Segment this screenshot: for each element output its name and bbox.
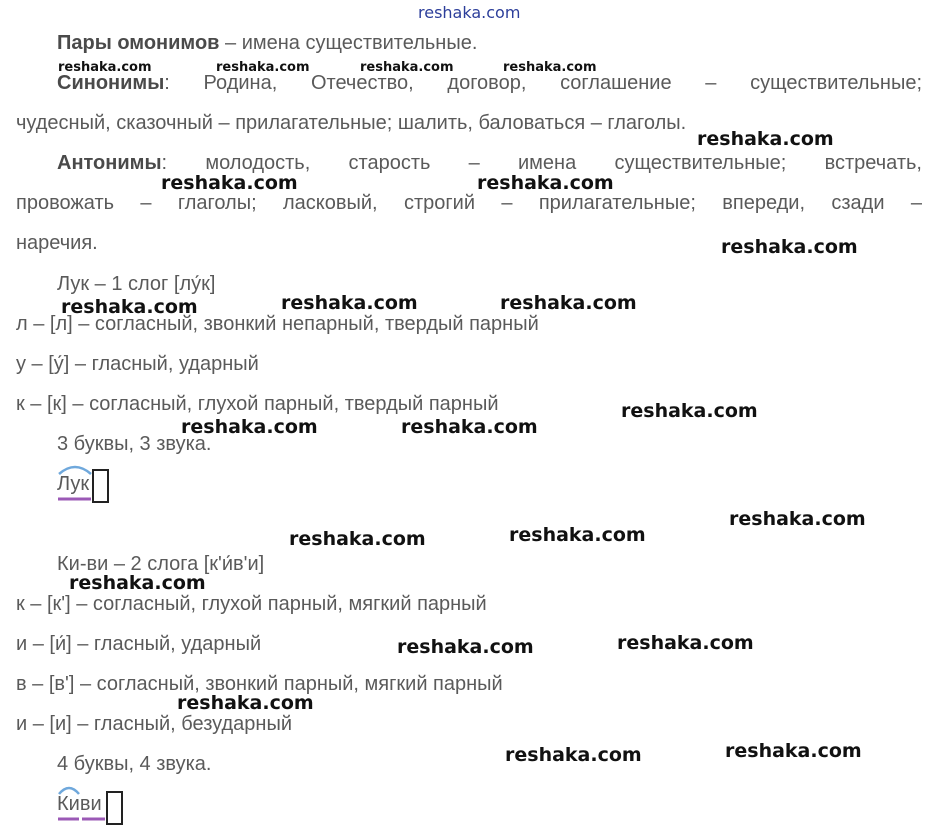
watermark: reshaka.com <box>697 128 834 150</box>
kivi-scheme-word: Киви <box>57 793 102 815</box>
watermark: reshaka.com <box>397 636 534 658</box>
kivi-row-1: к – [к'] – согласный, глухой парный, мягкий парный <box>16 593 487 615</box>
watermark: reshaka.com <box>360 60 454 75</box>
kivi-header: Ки-ви – 2 слога [к'и́в'и] <box>57 553 265 575</box>
kivi-syllable-scheme <box>57 782 137 826</box>
synonyms-text: : Родина, Отечество, договор, соглашение – существительные; <box>164 72 922 94</box>
luk-scheme-word: Лук <box>57 473 90 495</box>
watermark: reshaka.com <box>401 416 538 438</box>
kivi-row-4: и – [и] – гласный, безударный <box>16 713 292 735</box>
kivi-transfer-box <box>106 791 123 825</box>
luk-row-2: у – [у́] – гласный, ударный <box>16 353 259 375</box>
watermark: reshaka.com <box>177 692 314 714</box>
watermark: reshaka.com <box>161 172 298 194</box>
paragraph-synonyms <box>57 71 922 95</box>
kivi-row-3: в – [в'] – согласный, звонкий парный, мягкий парный <box>16 673 503 695</box>
watermark: reshaka.com <box>281 292 418 314</box>
watermark: reshaka.com <box>721 236 858 258</box>
term-antonyms: Антонимы <box>57 152 162 174</box>
watermark: reshaka.com <box>509 524 646 546</box>
antonyms-line-2: провожать – глаголы; ласковый, строгий – прилагательные; впереди, сзади – <box>16 192 922 214</box>
luk-syllable-scheme <box>57 462 127 506</box>
watermark: reshaka.com <box>500 292 637 314</box>
watermark: reshaka.com <box>181 416 318 438</box>
luk-summary: 3 буквы, 3 звука. <box>57 433 212 455</box>
watermark: reshaka.com <box>58 60 152 75</box>
watermark: reshaka.com <box>505 744 642 766</box>
watermark: reshaka.com <box>617 632 754 654</box>
watermark: reshaka.com <box>61 296 198 318</box>
antonyms-text: : молодость, старость – имена существительные; встречать, <box>161 152 922 174</box>
paragraph-homonyms <box>57 31 477 55</box>
kivi-summary: 4 буквы, 4 звука. <box>57 753 212 775</box>
watermark: reshaka.com <box>503 60 597 75</box>
term-homonyms: Пары омонимов <box>57 32 220 54</box>
synonyms-continuation: чудесный, сказочный – прилагательные; шалить, баловаться – глаголы. <box>16 112 687 134</box>
watermark: reshaka.com <box>725 740 862 762</box>
watermark: reshaka.com <box>289 528 426 550</box>
kivi-row-2: и – [и́] – гласный, ударный <box>16 633 262 655</box>
luk-row-1: л – [л] – согласный, звонкий непарный, твердый парный <box>16 313 539 335</box>
watermark: reshaka.com <box>621 400 758 422</box>
watermark: reshaka.com <box>69 572 206 594</box>
watermark: reshaka.com <box>729 508 866 530</box>
term-synonyms: Синонимы <box>57 72 165 94</box>
homonyms-text: – имена существительные. <box>219 32 478 54</box>
antonyms-line-3: наречия. <box>16 232 98 254</box>
luk-header: Лук – 1 слог [лу́к] <box>57 273 216 295</box>
watermark: reshaka.com <box>477 172 614 194</box>
watermark-top: reshaka.com <box>418 3 521 22</box>
watermark: reshaka.com <box>216 60 310 75</box>
luk-row-3: к – [к] – согласный, глухой парный, твердый парный <box>16 393 499 415</box>
luk-transfer-box <box>92 469 109 503</box>
